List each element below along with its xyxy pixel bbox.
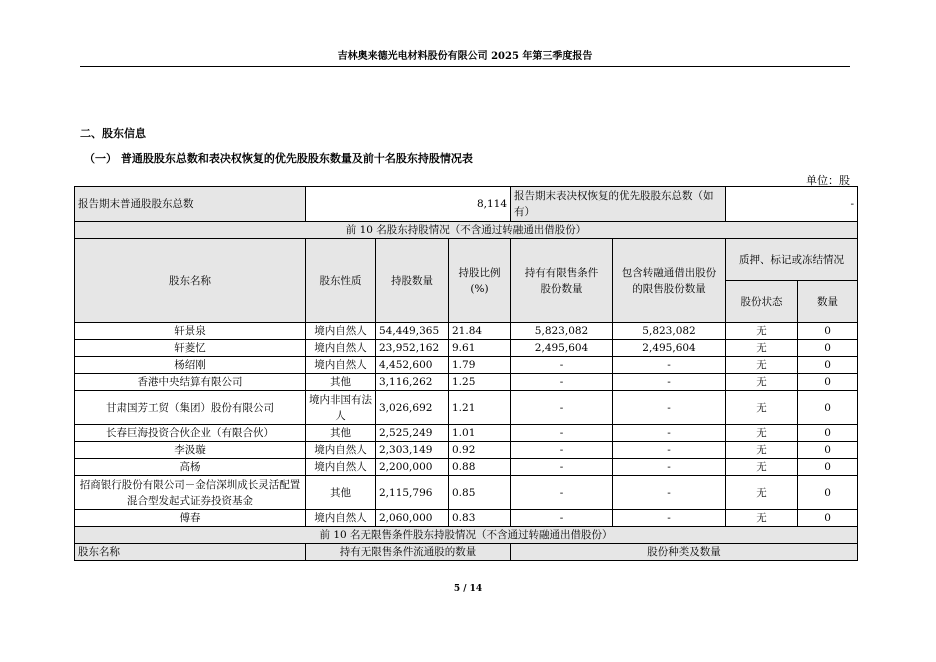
page-number: 5 / 14: [453, 584, 483, 594]
cell-nature: 境内自然人: [306, 323, 376, 340]
cell-lending: -: [613, 374, 726, 391]
cell-restricted: -: [511, 442, 613, 459]
cell-nature: 其他: [306, 476, 376, 510]
cell-status: 无: [726, 374, 798, 391]
unrestricted-title: 前 10 名无限售条件股东持股情况（不含通过转融通出借股份）: [75, 527, 858, 544]
col-header-count: 数量: [798, 281, 858, 323]
cell-ratio: 21.84: [449, 323, 511, 340]
col-header-lending: 包含转融通借出股份的限售股份数量: [613, 239, 726, 323]
cell-nature: 境内自然人: [306, 459, 376, 476]
cell-lending: 5,823,082: [613, 323, 726, 340]
cell-ratio: 1.25: [449, 374, 511, 391]
cell-lending: -: [613, 442, 726, 459]
table-row: [75, 323, 858, 340]
cell-count: 0: [798, 476, 858, 510]
cell-restricted: -: [511, 476, 613, 510]
table-row: [75, 425, 858, 442]
cell-nature: 境内自然人: [306, 340, 376, 357]
cell-count: 0: [798, 425, 858, 442]
cell-lending: -: [613, 476, 726, 510]
cell-name: 高杨: [75, 459, 306, 476]
unrestricted-col-name: 股东名称: [75, 544, 306, 561]
cell-ratio: 1.21: [449, 391, 511, 425]
summary-row: [75, 187, 858, 222]
cell-count: 0: [798, 391, 858, 425]
table-row: [75, 374, 858, 391]
table-row: [75, 476, 858, 510]
cell-name: 香港中央结算有限公司: [75, 374, 306, 391]
cell-shares: 3,026,692: [376, 391, 449, 425]
cell-nature: 境内自然人: [306, 357, 376, 374]
cell-ratio: 0.83: [449, 510, 511, 527]
cell-restricted: 2,495,604: [511, 340, 613, 357]
unrestricted-header-row: [75, 544, 858, 561]
cell-ratio: 1.01: [449, 425, 511, 442]
cell-name: 傅春: [75, 510, 306, 527]
cell-shares: 2,115,796: [376, 476, 449, 510]
cell-shares: 4,452,600: [376, 357, 449, 374]
col-header-nature: 股东性质: [306, 239, 376, 323]
total-holders-value: 8,114: [306, 187, 511, 222]
total-holders-label: 报告期末普通股股东总数: [75, 187, 306, 222]
cell-name: 长春巨海投资合伙企业（有限合伙）: [75, 425, 306, 442]
unrestricted-col-shares: 持有无限售条件流通股的数量: [306, 544, 511, 561]
cell-status: 无: [726, 425, 798, 442]
cell-lending: -: [613, 357, 726, 374]
cell-status: 无: [726, 476, 798, 510]
cell-shares: 2,060,000: [376, 510, 449, 527]
cell-shares: 2,525,249: [376, 425, 449, 442]
cell-nature: 境内自然人: [306, 442, 376, 459]
cell-restricted: -: [511, 391, 613, 425]
cell-status: 无: [726, 391, 798, 425]
cell-count: 0: [798, 357, 858, 374]
cell-shares: 3,116,262: [376, 374, 449, 391]
cell-name: 轩菱忆: [75, 340, 306, 357]
cell-ratio: 1.79: [449, 357, 511, 374]
table-row: [75, 459, 858, 476]
cell-count: 0: [798, 323, 858, 340]
cell-nature: 其他: [306, 425, 376, 442]
cell-restricted: -: [511, 425, 613, 442]
cell-ratio: 0.85: [449, 476, 511, 510]
cell-shares: 2,200,000: [376, 459, 449, 476]
shareholder-table: [74, 186, 858, 561]
preferred-holders-value: -: [726, 187, 858, 222]
top10-title-row: [75, 222, 858, 239]
cell-lending: -: [613, 510, 726, 527]
cell-nature: 境内自然人: [306, 510, 376, 527]
cell-name: 招商银行股份有限公司－金信深圳成长灵活配置混合型发起式证券投资基金: [75, 476, 306, 510]
cell-name: 李汲璇: [75, 442, 306, 459]
top10-title: 前 10 名股东持股情况（不含通过转融通出借股份）: [75, 222, 858, 239]
header-row-1: [75, 239, 858, 281]
col-header-name: 股东名称: [75, 239, 306, 323]
cell-ratio: 0.88: [449, 459, 511, 476]
cell-count: 0: [798, 510, 858, 527]
cell-restricted: -: [511, 459, 613, 476]
cell-name: 轩景泉: [75, 323, 306, 340]
cell-count: 0: [798, 459, 858, 476]
cell-status: 无: [726, 459, 798, 476]
cell-ratio: 9.61: [449, 340, 511, 357]
cell-status: 无: [726, 442, 798, 459]
cell-nature: 境内非国有法人: [306, 391, 376, 425]
cell-lending: -: [613, 459, 726, 476]
cell-lending: -: [613, 391, 726, 425]
unrestricted-col-type: 股份种类及数量: [511, 544, 858, 561]
col-header-shares: 持股数量: [376, 239, 449, 323]
cell-nature: 其他: [306, 374, 376, 391]
cell-restricted: -: [511, 374, 613, 391]
cell-ratio: 0.92: [449, 442, 511, 459]
cell-count: 0: [798, 340, 858, 357]
preferred-holders-label: 报告期末表决权恢复的优先股股东总数（如有）: [511, 187, 726, 222]
cell-lending: 2,495,604: [613, 340, 726, 357]
table-row: [75, 340, 858, 357]
cell-status: 无: [726, 357, 798, 374]
cell-name: 甘肃国芳工贸（集团）股份有限公司: [75, 391, 306, 425]
cell-restricted: -: [511, 357, 613, 374]
cell-status: 无: [726, 340, 798, 357]
cell-restricted: 5,823,082: [511, 323, 613, 340]
cell-count: 0: [798, 374, 858, 391]
cell-status: 无: [726, 323, 798, 340]
unrestricted-title-row: [75, 527, 858, 544]
table-row: [75, 442, 858, 459]
col-header-restricted: 持有有限售条件股份数量: [511, 239, 613, 323]
cell-restricted: -: [511, 510, 613, 527]
col-header-pledge: 质押、标记或冻结情况: [726, 239, 858, 281]
table-row: [75, 510, 858, 527]
table-row: [75, 357, 858, 374]
cell-shares: 54,449,365: [376, 323, 449, 340]
cell-shares: 23,952,162: [376, 340, 449, 357]
report-header: 吉林奥来德光电材料股份有限公司 2025 年第三季度报告: [80, 47, 850, 67]
col-header-ratio: 持股比例(%): [449, 239, 511, 323]
table-row: [75, 391, 858, 425]
col-header-status: 股份状态: [726, 281, 798, 323]
subsection-title: （一） 普通股股东总数和表决权恢复的优先股股东数量及前十名股东持股情况表: [84, 152, 473, 165]
cell-status: 无: [726, 510, 798, 527]
section-title: 二、股东信息: [80, 127, 146, 140]
cell-name: 杨绍刚: [75, 357, 306, 374]
unit-label: 单位：股: [806, 174, 850, 187]
cell-count: 0: [798, 442, 858, 459]
cell-shares: 2,303,149: [376, 442, 449, 459]
cell-lending: -: [613, 425, 726, 442]
